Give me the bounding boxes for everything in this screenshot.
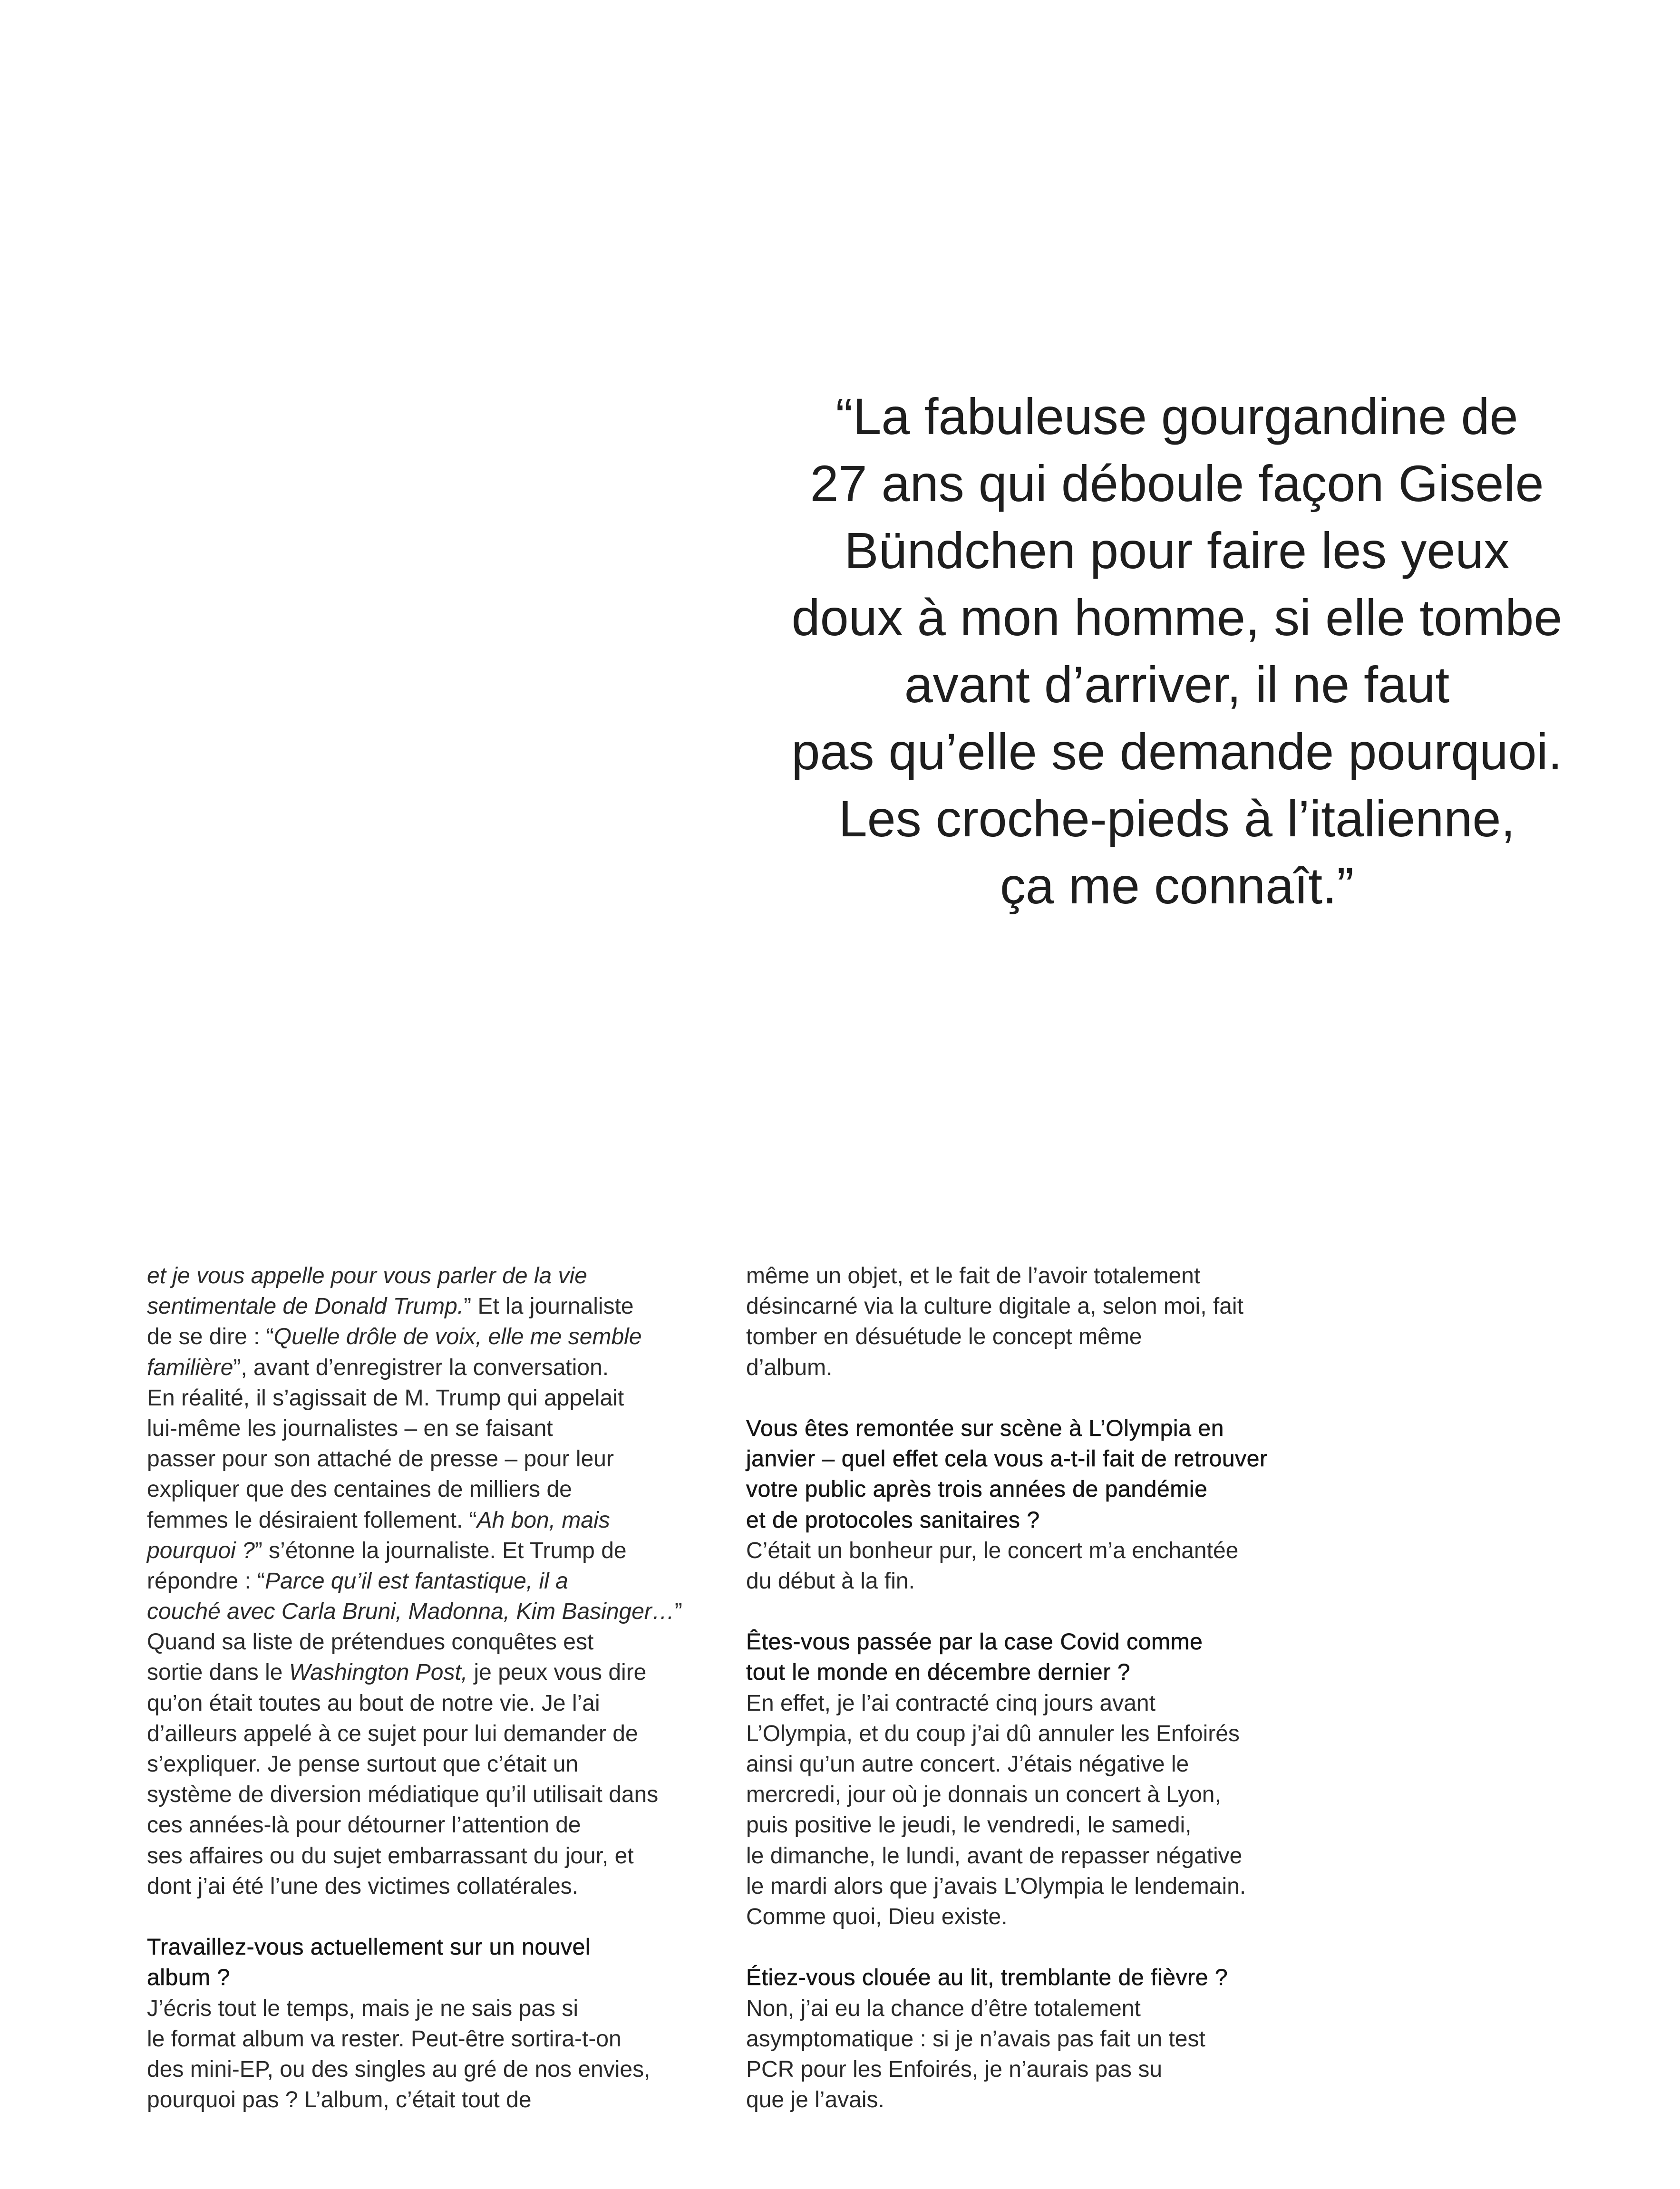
pull-quote-line: 27 ans qui déboule façon Gisele <box>810 455 1544 512</box>
text: Travaillez-vous actuellement sur un nouvel <box>147 1935 591 1960</box>
text: Quand sa liste de prétendues conquêtes est <box>147 1629 594 1655</box>
text: même un objet, et le fait de l’avoir totalement <box>746 1263 1201 1288</box>
text: album ? <box>147 1965 230 1991</box>
text: asymptomatique : si je n’avais pas fait un test <box>746 2026 1205 2052</box>
body-text-line <box>147 1353 727 1383</box>
text: ces années-là pour détourner l’attention de <box>147 1812 581 1838</box>
paragraph-gap <box>746 1383 1326 1414</box>
article-column-right <box>746 1261 1326 2115</box>
body-text-line <box>147 1536 727 1566</box>
body-text-line <box>746 1810 1326 1840</box>
body-text-line <box>147 1444 727 1474</box>
text: du début à la fin. <box>746 1568 915 1594</box>
text: lui-même les journalistes – en se faisant <box>147 1415 553 1441</box>
paragraph-gap <box>746 1597 1326 1627</box>
text: d’album. <box>746 1355 833 1380</box>
body-text-line <box>147 1414 727 1444</box>
italic-text: et je vous appelle pour vous parler de la vie <box>147 1263 587 1288</box>
paragraph-gap <box>746 1932 1326 1963</box>
interview-question-line <box>746 1627 1326 1657</box>
body-text-line <box>147 1780 727 1810</box>
body-text-line <box>746 1566 1326 1597</box>
pull-quote <box>732 383 1622 919</box>
text: ainsi qu’un autre concert. J’étais négative le <box>746 1752 1189 1777</box>
body-text-line <box>746 2054 1326 2085</box>
article-column-left <box>147 1261 727 2115</box>
text: et de protocoles sanitaires ? <box>746 1507 1040 1533</box>
text: dont j’ai été l’une des victimes collatérales. <box>147 1873 579 1899</box>
body-text-line <box>746 1291 1326 1322</box>
text: le format album va rester. Peut-être sortira-t-on <box>147 2026 622 2052</box>
pull-quote-line: Bündchen pour faire les yeux <box>844 522 1510 579</box>
body-text-line <box>746 1322 1326 1352</box>
text: votre public après trois années de pandémie <box>746 1477 1208 1502</box>
text: puis positive le jeudi, le vendredi, le samedi, <box>746 1812 1192 1838</box>
text: tomber en désuétude le concept même <box>746 1324 1142 1350</box>
text: expliquer que des centaines de milliers de <box>147 1477 572 1502</box>
italic-text: Parce qu’il est fantastique, il a <box>265 1568 568 1594</box>
pull-quote-line: pas qu’elle se demande pourquoi. <box>791 723 1563 780</box>
text: que je l’avais. <box>746 2087 884 2113</box>
interview-question-line <box>746 1963 1326 1993</box>
text: passer pour son attaché de presse – pour leur <box>147 1446 614 1472</box>
body-text-line <box>746 1780 1326 1810</box>
text: des mini-EP, ou des singles au gré de nos envies, <box>147 2056 651 2082</box>
text: mercredi, jour où je donnais un concert à Lyon, <box>746 1782 1221 1808</box>
pull-quote-line: Les croche-pieds à l’italienne, <box>838 790 1515 847</box>
text: désincarné via la culture digitale a, selon moi, fait <box>746 1294 1243 1319</box>
text: ”, avant d’enregistrer la conversation. <box>233 1355 609 1380</box>
italic-text: Washington Post, <box>289 1660 468 1685</box>
body-text-line <box>746 1749 1326 1780</box>
text: ” Et la journaliste <box>464 1294 634 1319</box>
interview-question-line <box>746 1657 1326 1688</box>
interview-question-line <box>147 1963 727 1993</box>
body-text-line <box>746 1719 1326 1749</box>
interview-question-line <box>746 1505 1326 1536</box>
body-text-line <box>746 1994 1326 2024</box>
body-text-line <box>746 1902 1326 1932</box>
body-text-line <box>746 1353 1326 1383</box>
body-text-line <box>147 1841 727 1871</box>
text: qu’on était toutes au bout de notre vie. Je l’ai <box>147 1690 600 1716</box>
body-text-line <box>746 1261 1326 1291</box>
text: En réalité, il s’agissait de M. Trump qui appelait <box>147 1385 624 1411</box>
text: C’était un bonheur pur, le concert m’a enchantée <box>746 1538 1239 1563</box>
body-text-line <box>147 2085 727 2115</box>
text: s’expliquer. Je pense surtout que c’était un <box>147 1752 579 1777</box>
italic-text: pourquoi ? <box>147 1538 255 1563</box>
body-text-line <box>147 1505 727 1536</box>
body-text-line <box>147 1597 727 1627</box>
text: sortie dans le <box>147 1660 289 1685</box>
body-text-line <box>746 2024 1326 2054</box>
pull-quote-line: doux à mon homme, si elle tombe <box>791 589 1563 646</box>
text: d’ailleurs appelé à ce sujet pour lui demander de <box>147 1721 638 1746</box>
text: système de diversion médiatique qu’il utilisait dans <box>147 1782 659 1808</box>
body-text-line <box>147 1719 727 1749</box>
text: L’Olympia, et du coup j’ai dû annuler les Enfoirés <box>746 1721 1240 1746</box>
text: Êtes-vous passée par la case Covid comme <box>746 1629 1203 1655</box>
text: janvier – quel effet cela vous a-t-il fait de retrouver <box>746 1446 1268 1472</box>
body-text-line <box>147 1474 727 1505</box>
body-text-line <box>147 1322 727 1352</box>
body-text-line <box>147 1749 727 1780</box>
body-text-line <box>147 1566 727 1597</box>
text: En effet, je l’ai contracté cinq jours avant <box>746 1690 1156 1716</box>
body-text-line <box>746 2085 1326 2115</box>
body-text-line <box>147 1871 727 1902</box>
text: J’écris tout le temps, mais je ne sais pas si <box>147 1995 579 2021</box>
text: répondre : “ <box>147 1568 265 1594</box>
text: de se dire : “ <box>147 1324 274 1350</box>
body-text-line <box>746 1688 1326 1719</box>
text: ” <box>674 1599 682 1625</box>
text: le mardi alors que j’avais L’Olympia le lendemain. <box>746 1873 1246 1899</box>
text: pourquoi pas ? L’album, c’était tout de <box>147 2087 532 2113</box>
body-text-line <box>147 1261 727 1291</box>
pull-quote-line: “La fabuleuse gourgandine de <box>835 387 1518 445</box>
text: Comme quoi, Dieu existe. <box>746 1904 1008 1929</box>
italic-text: couché avec Carla Bruni, Madonna, Kim Basinger… <box>147 1599 675 1625</box>
text: Étiez-vous clouée au lit, tremblante de fièvre ? <box>746 1965 1228 1991</box>
interview-question-line <box>746 1414 1326 1444</box>
italic-text: familière <box>147 1355 233 1380</box>
body-text-line <box>147 2024 727 2054</box>
text: Vous êtes remontée sur scène à L’Olympia en <box>746 1415 1224 1441</box>
text: Non, j’ai eu la chance d’être totalement <box>746 1995 1141 2021</box>
body-text-line <box>746 1871 1326 1902</box>
interview-question-line <box>746 1444 1326 1474</box>
italic-text: Quelle drôle de voix, elle me semble <box>273 1324 642 1350</box>
text: ” s’étonne la journaliste. Et Trump de <box>254 1538 627 1563</box>
pull-quote-line: ça me connaît.” <box>1000 857 1354 914</box>
interview-question-line <box>147 1932 727 1963</box>
body-text-line <box>147 1383 727 1414</box>
body-text-line <box>147 1688 727 1719</box>
body-text-line <box>147 2054 727 2085</box>
text: femmes le désiraient follement. “ <box>147 1507 477 1533</box>
text: PCR pour les Enfoirés, je n’aurais pas su <box>746 2056 1163 2082</box>
text: le dimanche, le lundi, avant de repasser négative <box>746 1843 1243 1869</box>
body-text-line <box>147 1810 727 1840</box>
italic-text: Ah bon, mais <box>476 1507 610 1533</box>
body-text-line <box>147 1627 727 1657</box>
body-text-line <box>147 1291 727 1322</box>
body-text-line <box>746 1841 1326 1871</box>
pull-quote-line: avant d’arriver, il ne faut <box>904 656 1450 713</box>
interview-question-line <box>746 1474 1326 1505</box>
text: ses affaires ou du sujet embarrassant du jour, et <box>147 1843 634 1869</box>
body-text-line <box>746 1536 1326 1566</box>
paragraph-gap <box>147 1902 727 1932</box>
body-text-line <box>147 1657 727 1688</box>
body-text-line <box>147 1994 727 2024</box>
text: je peux vous dire <box>467 1660 647 1685</box>
text: tout le monde en décembre dernier ? <box>746 1660 1131 1685</box>
italic-text: sentimentale de Donald Trump. <box>147 1294 464 1319</box>
